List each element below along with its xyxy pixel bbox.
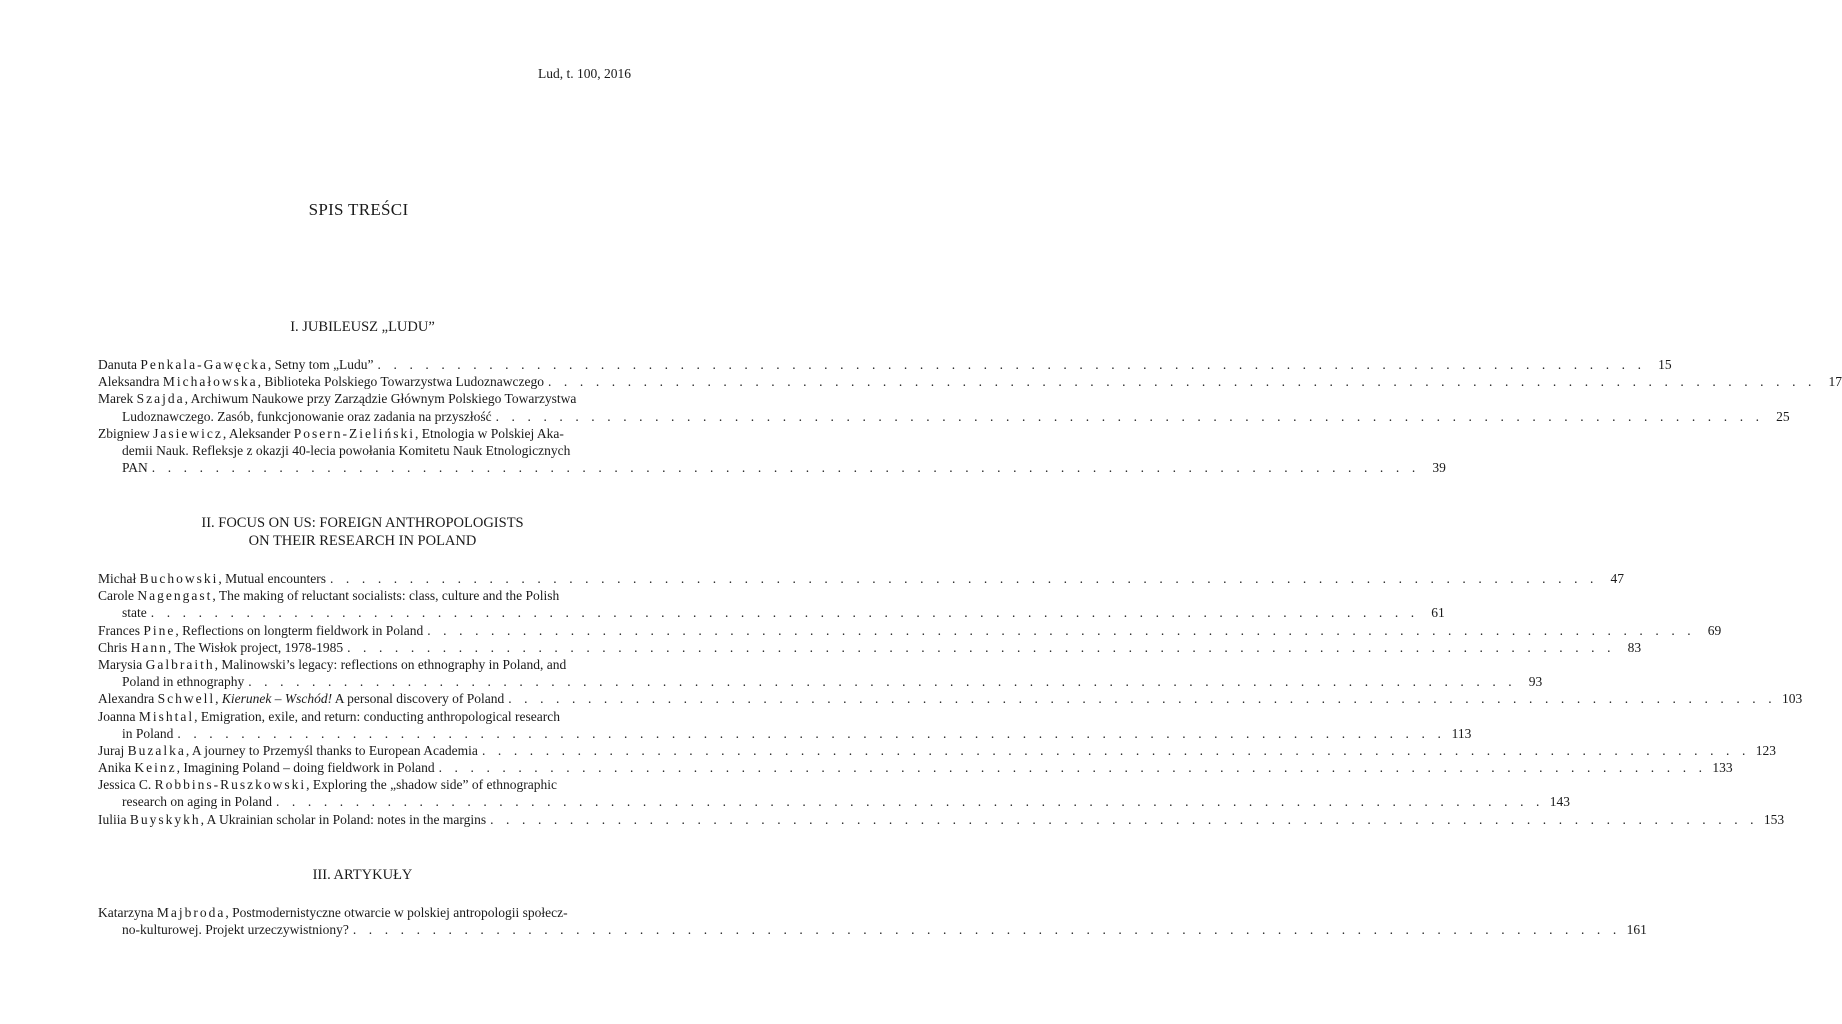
page-number: 153: [1763, 811, 1785, 827]
dot-leader: . . . . . . . . . . . . . . . . . . . . . . . . . . . . . . . . . . . . . . . . . . . . . . . . . . . . . . . . . . . . . . . . . . . . . . . . . . . . . . . .: [352, 922, 1621, 938]
dot-leader: . . . . . . . . . . . . . . . . . . . . . . . . . . . . . . . . . . . . . . . . . . . . . . . . . . . . . . . . . . . . . . . . . . . . . . . . . . . . . . . .: [495, 408, 1764, 424]
toc-entry: [98, 690, 1803, 707]
author-surname: Buzalka: [127, 742, 186, 758]
toc-entry: [98, 708, 1472, 742]
dot-leader: . . . . . . . . . . . . . . . . . . . . . . . . . . . . . . . . . . . . . . . . . . . . . . . . . . . . . . . . . . . . . . . . . . . . . . . . . . . . . . . .: [248, 674, 1517, 690]
toc-leader-line: [98, 639, 1642, 656]
toc-leader-line: [98, 742, 1776, 759]
toc-leader-line: [98, 793, 1570, 810]
toc-entry-text: Chris Hann, The Wisłok project, 1978-1985: [98, 639, 344, 655]
toc-leader-line: [98, 725, 1472, 742]
toc-entry-line: Joanna Mishtal, Emigration, exile, and return: conducting anthropological research: [98, 708, 561, 724]
running-head: Lud, t. 100, 2016: [538, 66, 631, 81]
author-surname: Galbraith: [145, 656, 215, 672]
dot-leader: . . . . . . . . . . . . . . . . . . . . . . . . . . . . . . . . . . . . . . . . . . . . . . . . . . . . . . . . . . . . . . . . . . . . . . . . . . . . . . . .: [481, 742, 1750, 758]
toc-leader-line: [98, 570, 1625, 587]
toc-entry-text: Iuliia Buyskykh, A Ukrainian scholar in Poland: notes in the margins: [98, 811, 487, 827]
dot-leader: . . . . . . . . . . . . . . . . . . . . . . . . . . . . . . . . . . . . . . . . . . . . . . . . . . . . . . . . . . . . . . . . . . . . . . . . . . . . . . . .: [150, 605, 1419, 621]
toc-entry: [98, 587, 1445, 621]
page-number: 133: [1712, 760, 1733, 776]
dot-leader: . . . . . . . . . . . . . . . . . . . . . . . . . . . . . . . . . . . . . . . . . . . . . . . . . . . . . . . . . . . . . . . . . . . . . . . . . . . . . . . .: [177, 725, 1446, 741]
toc-entry: [98, 570, 1625, 587]
author-surname: Hann: [130, 639, 168, 655]
section-heading: I. JUBILEUSZ „LUDU”: [290, 319, 435, 335]
toc-entry-text: research on aging in Poland: [122, 794, 272, 810]
toc-entry-text: Aleksandra Michałowska, Biblioteka Polskiego Towarzystwa Ludoznawczego: [98, 374, 544, 390]
toc-leader-line: [98, 759, 1733, 776]
dot-leader: . . . . . . . . . . . . . . . . . . . . . . . . . . . . . . . . . . . . . . . . . . . . . . . . . . . . . . . . . . . . . . . . . . . . . . . . . . . . . . . .: [438, 760, 1707, 776]
toc-entry: [98, 622, 1722, 639]
toc-entry-line: Katarzyna Majbroda, Postmodernistyczne otwarcie w polskiej antropologii społecz-: [98, 905, 568, 920]
toc-leader-line: [98, 811, 1785, 828]
italic-title: Kierunek – Wschód!: [221, 691, 333, 707]
section-artykuly: [98, 866, 1647, 938]
toc-leader-line: [98, 622, 1722, 639]
toc-entry-text: no-kulturowej. Projekt urzeczywistniony?: [122, 922, 349, 938]
page-number: 123: [1755, 742, 1776, 758]
dot-leader: . . . . . . . . . . . . . . . . . . . . . . . . . . . . . . . . . . . . . . . . . . . . . . . . . . . . . . . . . . . . . . . . . . . . . . . . . . . . . . . .: [427, 622, 1696, 638]
toc-entry-line: Marek Szajda, Archiwum Naukowe przy Zarządzie Głównym Polskiego Towarzystwa: [98, 391, 577, 407]
toc-entry-text: Ludoznawczego. Zasób, funkcjonowanie oraz zadania na przyszłość: [122, 408, 492, 424]
page-number: 161: [1626, 922, 1647, 938]
toc-entry-text: in Poland: [122, 725, 174, 741]
author-surname: Schwell: [157, 691, 216, 707]
toc-entry-text: PAN: [122, 460, 148, 476]
page-number: 15: [1658, 357, 1672, 372]
toc-entry: [98, 373, 1842, 390]
author-surname: Jasiewicz: [153, 425, 223, 441]
toc-entry: [98, 742, 1776, 759]
toc-entry-line: Marysia Galbraith, Malinowski’s legacy: reflections on ethnography in Poland, and: [98, 656, 567, 672]
toc-entry: [98, 776, 1570, 810]
toc-entry: [98, 759, 1733, 776]
author-surname: Michałowska: [162, 374, 258, 390]
toc-entry-text: Juraj Buzalka, A journey to Przemyśl thanks to European Academia: [98, 742, 478, 758]
toc-leader-line: [98, 690, 1803, 707]
section-jubileusz: [98, 318, 1842, 476]
author-surname: Pine: [143, 622, 176, 638]
dot-leader: . . . . . . . . . . . . . . . . . . . . . . . . . . . . . . . . . . . . . . . . . . . . . . . . . . . . . . . . . . . . . . . . . . . . . . . . . . . . . . . .: [347, 639, 1616, 655]
toc-leader-line: [98, 373, 1842, 390]
section-heading: II. FOCUS ON US: FOREIGN ANTHROPOLOGISTS ON THEIR RESEARCH IN POLAND: [201, 515, 524, 549]
toc-entry: [98, 639, 1642, 656]
author-surname: Keinz: [134, 760, 177, 776]
toc-entry: [98, 656, 1543, 690]
toc-entry: [98, 356, 1672, 373]
page-number: 69: [1707, 622, 1722, 638]
toc-entry: [98, 425, 1446, 477]
page-number: 143: [1549, 794, 1570, 810]
page-number: 17: [1828, 374, 1842, 390]
author-surname: Buchowski: [139, 571, 219, 586]
toc-leader-line: [98, 408, 1790, 425]
dot-leader: . . . . . . . . . . . . . . . . . . . . . . . . . . . . . . . . . . . . . . . . . . . . . . . . . . . . . . . . . . . . . . . . . . . . . . . . . . . . . . . .: [490, 811, 1759, 827]
dot-leader: . . . . . . . . . . . . . . . . . . . . . . . . . . . . . . . . . . . . . . . . . . . . . . . . . . . . . . . . . . . . . . . . . . . . . . . . . . . . . . . .: [151, 460, 1420, 476]
toc-entry-line: demii Nauk. Refleksje z okazji 40-lecia powołania Komitetu Nauk Etnologicznych: [122, 442, 571, 458]
author-surname: Penkala-Gawęcka: [140, 357, 268, 372]
toc-entry-text: Frances Pine, Reflections on longterm fieldwork in Poland: [98, 622, 424, 638]
toc-leader-line: [98, 921, 1647, 938]
page-number: 83: [1627, 639, 1642, 655]
toc-entry-line: Carole Nagengast, The making of reluctant socialists: class, culture and the Polish: [98, 588, 560, 604]
author-surname: Posern-Zieliński: [293, 425, 415, 441]
toc-entry-text: Danuta Penkala-Gawęcka, Setny tom „Ludu”: [98, 357, 374, 372]
toc-leader-line: [98, 673, 1543, 690]
page-number: 103: [1781, 691, 1803, 707]
dot-leader: . . . . . . . . . . . . . . . . . . . . . . . . . . . . . . . . . . . . . . . . . . . . . . . . . . . . . . . . . . . . . . . . . . . . . . . . . . . . . . . .: [377, 357, 1646, 372]
dot-leader: . . . . . . . . . . . . . . . . . . . . . . . . . . . . . . . . . . . . . . . . . . . . . . . . . . . . . . . . . . . . . . . . . . . . . . . . . . . . . . . .: [275, 794, 1544, 810]
page-title: SPIS TREŚCI: [308, 200, 409, 219]
toc-entry-text: Michał Buchowski, Mutual encounters: [98, 571, 326, 586]
dot-leader: . . . . . . . . . . . . . . . . . . . . . . . . . . . . . . . . . . . . . . . . . . . . . . . . . . . . . . . . . . . . . . . . . . . . . . . . . . . . . . . .: [508, 691, 1777, 707]
toc-entry-text: Anika Keinz, Imagining Poland – doing fieldwork in Poland: [98, 760, 435, 776]
dot-leader: . . . . . . . . . . . . . . . . . . . . . . . . . . . . . . . . . . . . . . . . . . . . . . . . . . . . . . . . . . . . . . . . . . . . . . . . . . . . . . . .: [329, 571, 1599, 586]
page-number: 93: [1528, 674, 1543, 690]
page-number: 61: [1431, 605, 1445, 621]
toc-leader-line: [98, 604, 1445, 621]
toc-entry: [98, 904, 1647, 938]
page-number: 39: [1432, 460, 1446, 476]
page-number: 47: [1610, 571, 1625, 586]
section-heading: III. ARTYKUŁY: [312, 867, 413, 883]
toc-entry-line: Jessica C. Robbins-Ruszkowski, Exploring the „shadow side” of ethnographic: [98, 777, 557, 793]
toc-entry-text: Alexandra Schwell, Kierunek – Wschód! A personal discovery of Poland: [98, 691, 505, 707]
author-surname: Buyskykh: [129, 811, 201, 827]
toc-entry: [98, 390, 1790, 424]
section-focus-on-us: [98, 514, 1803, 828]
author-surname: Robbins-Ruszkowski: [154, 777, 307, 793]
author-surname: Majbroda: [156, 905, 226, 920]
author-surname: Mishtal: [138, 708, 195, 724]
toc-entry-text: state: [122, 605, 147, 621]
author-surname: Szajda: [136, 391, 185, 407]
dot-leader: . . . . . . . . . . . . . . . . . . . . . . . . . . . . . . . . . . . . . . . . . . . . . . . . . . . . . . . . . . . . . . . . . . . . . . . . . . . . . . . .: [547, 374, 1816, 390]
author-surname: Nagengast: [137, 588, 213, 604]
page-number: 113: [1451, 725, 1472, 741]
page-number: 25: [1776, 408, 1790, 424]
toc-entry: [98, 811, 1785, 828]
toc-entry-text: Poland in ethnography: [122, 674, 245, 690]
toc-leader-line: [98, 356, 1672, 373]
toc-entry-line: Zbigniew Jasiewicz, Aleksander Posern-Zieliński, Etnologia w Polskiej Aka-: [98, 425, 564, 441]
toc-leader-line: [98, 459, 1446, 476]
